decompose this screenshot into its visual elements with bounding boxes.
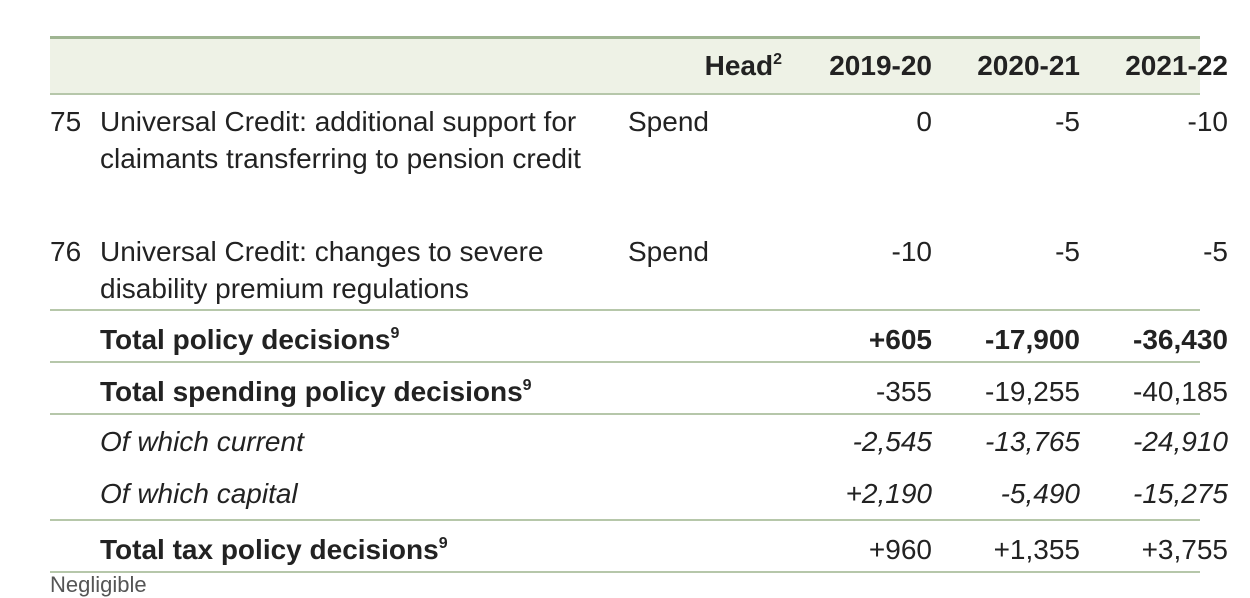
- subtotal-label: Of which capital: [100, 478, 298, 509]
- subtotal-value-2021-22: -15,275: [1133, 478, 1228, 509]
- subtotal-label: Of which current: [100, 426, 304, 457]
- total-value-2020-21: -19,255: [985, 376, 1080, 407]
- row-index: 76: [50, 236, 82, 267]
- table-row: [50, 215, 1228, 311]
- total-label-text: Total policy decisions: [100, 324, 391, 355]
- row-description: Universal Credit: changes to severe disability premium regulations: [100, 236, 544, 304]
- total-value-2020-21: -17,900: [985, 324, 1080, 355]
- row-value-2021-22: -10: [1187, 106, 1228, 137]
- total-label-sup: 9: [522, 377, 532, 394]
- total-value-2021-22: -40,185: [1133, 376, 1228, 407]
- row-head: Spend: [628, 236, 709, 267]
- row-value-2020-21: -5: [1055, 106, 1080, 137]
- subtotal-value-2020-21: -13,765: [985, 426, 1080, 457]
- total-label: [100, 321, 628, 358]
- subtotal-value-2021-22: -24,910: [1133, 426, 1228, 457]
- footnote: Negligible: [50, 572, 147, 597]
- subtotal-row-capital: [50, 467, 1228, 521]
- total-value-2019-20: -355: [875, 376, 932, 407]
- row-value-2019-20: 0: [916, 106, 932, 137]
- row-value-2020-21: -5: [1055, 236, 1080, 267]
- row-index: 75: [50, 106, 82, 137]
- total-value-2019-20: +960: [868, 534, 932, 565]
- header-head-label: Head: [704, 50, 774, 81]
- total-label-sup: 9: [438, 535, 448, 552]
- header-year-3: 2021-22: [1125, 50, 1228, 81]
- header-year-1: 2019-20: [829, 50, 932, 81]
- header-head: [628, 39, 806, 93]
- total-value-2021-22: +3,755: [1141, 534, 1228, 565]
- table-row: [50, 95, 1228, 215]
- table-header-row: [50, 39, 1228, 95]
- row-description: Universal Credit: additional support for claimants transferring to pension credit: [100, 106, 581, 174]
- total-label: [100, 531, 628, 568]
- total-row-policy-decisions: [50, 311, 1228, 363]
- subtotal-value-2019-20: -2,545: [852, 426, 932, 457]
- total-value-2019-20: +605: [868, 324, 932, 355]
- subtotal-value-2019-20: +2,190: [845, 478, 932, 509]
- total-label-sup: 9: [390, 325, 400, 342]
- total-value-2021-22: -36,430: [1133, 324, 1228, 355]
- total-label-text: Total tax policy decisions: [100, 534, 439, 565]
- total-row-tax-policy-decisions: [50, 521, 1228, 573]
- row-value-2019-20: -10: [891, 236, 932, 267]
- header-year-2: 2020-21: [977, 50, 1080, 81]
- subtotal-row-current: [50, 415, 1228, 467]
- total-row-spending-policy-decisions: [50, 363, 1228, 415]
- row-value-2021-22: -5: [1203, 236, 1228, 267]
- total-value-2020-21: +1,355: [993, 534, 1080, 565]
- subtotal-value-2020-21: -5,490: [1000, 478, 1080, 509]
- total-label: [100, 373, 628, 410]
- total-label-text: Total spending policy decisions: [100, 376, 523, 407]
- policy-decisions-table: [50, 36, 1228, 573]
- row-head: Spend: [628, 106, 709, 137]
- header-head-sup: 2: [773, 51, 782, 68]
